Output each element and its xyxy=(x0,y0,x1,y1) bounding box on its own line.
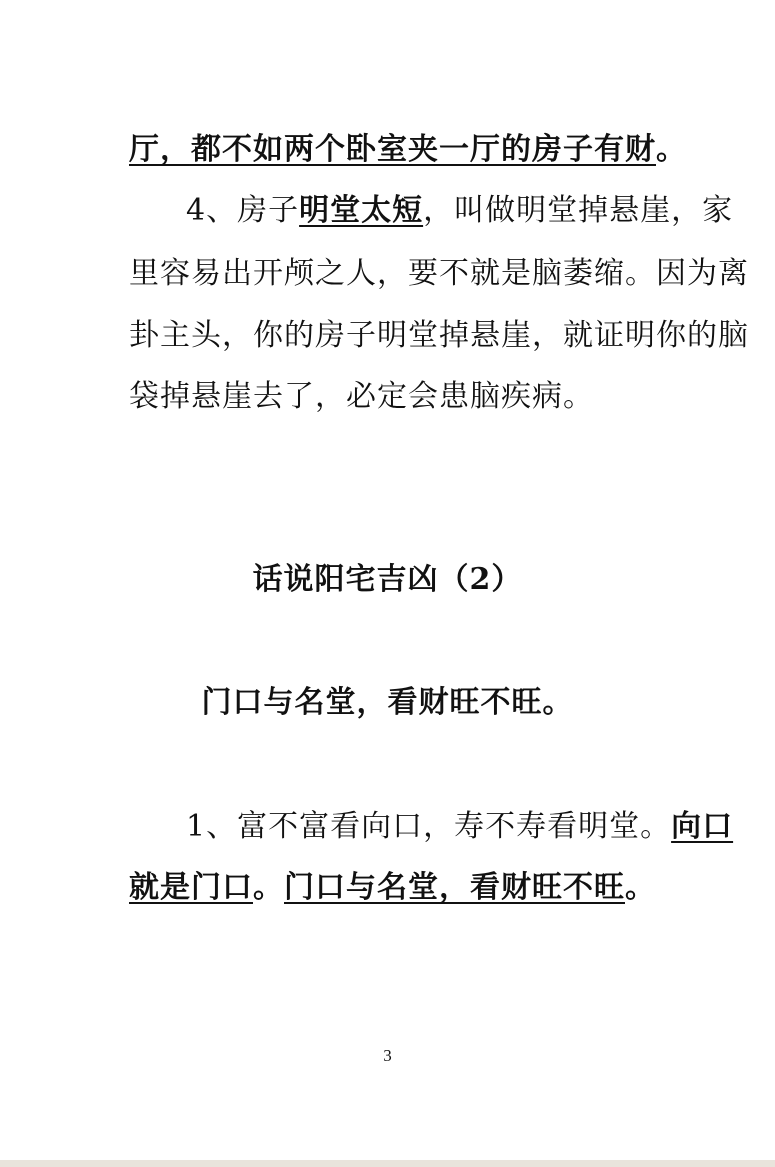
page-edge-strip xyxy=(0,1160,775,1167)
underlined-bold-text: 向口 xyxy=(671,809,734,844)
page-number: 3 xyxy=(383,1046,392,1065)
section-title: 话说阳宅吉凶（2） xyxy=(252,562,523,597)
punctuation: 。 xyxy=(253,870,284,905)
paragraph-1-line-2 xyxy=(129,870,656,906)
punctuation: 。 xyxy=(625,870,656,905)
paragraph-4-line-2: 里容易出开颅之人，要不就是脑萎缩。因为离 xyxy=(129,256,749,291)
underlined-bold-text: 厅，都不如两个卧室夹一厅的房子有财 xyxy=(129,132,656,167)
paragraph-4-line-1 xyxy=(186,193,733,229)
paragraph-1-line-1 xyxy=(186,809,733,845)
text-segment: 1、富不富看向口，寿不寿看明堂。 xyxy=(186,809,672,844)
underlined-bold-text: 就是门口 xyxy=(129,870,253,905)
underlined-bold-text: 明堂太短 xyxy=(299,193,424,228)
text-segment: ，叫做明堂掉悬崖，家 xyxy=(423,193,734,228)
continuation-line xyxy=(129,132,687,168)
punctuation: 。 xyxy=(656,132,687,167)
text-segment: 4、房子 xyxy=(186,193,300,228)
section-subtitle: 门口与名堂，看财旺不旺。 xyxy=(201,685,574,720)
underlined-bold-text: 门口与名堂，看财旺不旺 xyxy=(284,870,625,905)
paragraph-4-line-4: 袋掉悬崖去了，必定会患脑疾病。 xyxy=(129,379,594,414)
paragraph-4-line-3: 卦主头，你的房子明堂掉悬崖，就证明你的脑 xyxy=(129,318,749,353)
